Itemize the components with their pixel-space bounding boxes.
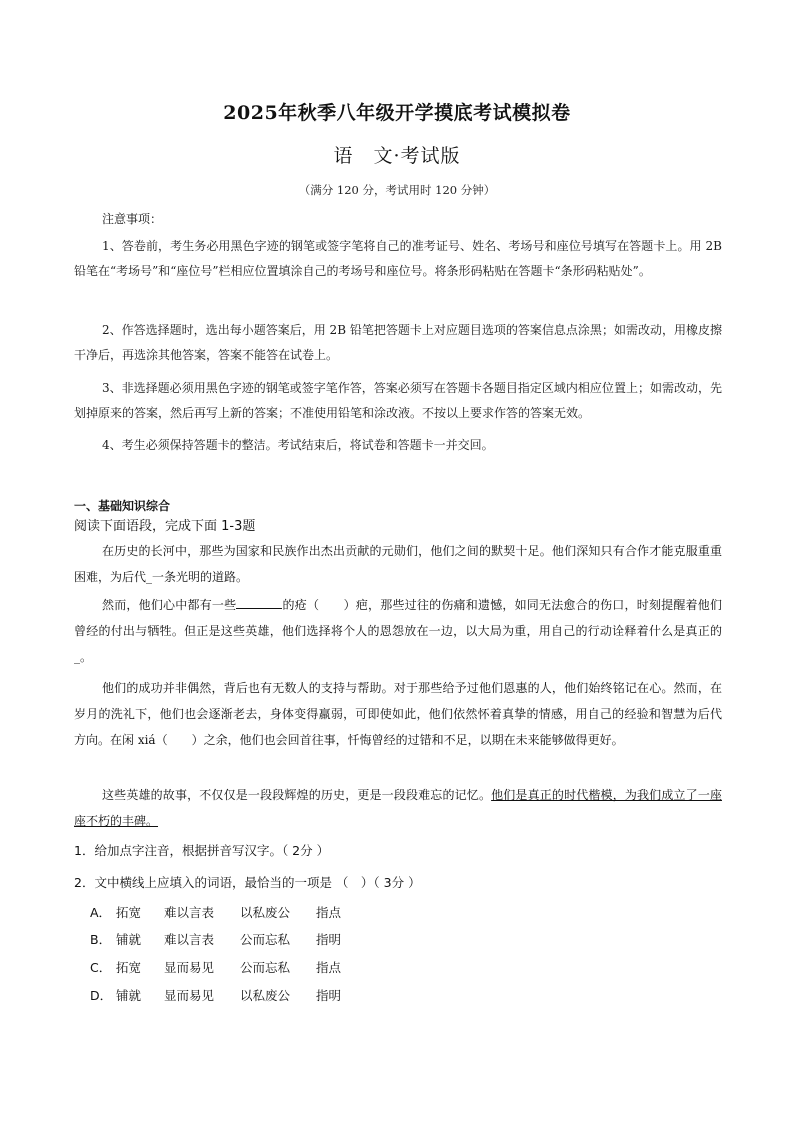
paragraph-2-rest: 的疮（ ）疤，那些过往的伤痛和遗憾，如同无法愈合的伤口，时刻提醒着他们曾经的付出与牺牲。但正是这些英雄，他们选择将个人的恩怨放在一边，以大局为重，用自己的行动诠释着什么是真正的_。 <box>74 598 722 664</box>
option-word-1: 铺就 <box>116 988 142 1003</box>
option-word-3: 公而忘私 <box>240 960 291 975</box>
notice-item-1: 1、答卷前，考生务必用黑色字迹的钢笔或签字笔将自己的准考证号、姓名、考场号和座位号填写在答题卡上。用 2B 铅笔在“考场号”和“座位号”栏相应位置填涂自己的考场号和座位号。将条形码粘贴在答题卡“条形码粘贴处”。 <box>74 239 722 278</box>
notice-heading: 注意事项： <box>102 212 163 226</box>
option-word-4: 指点 <box>316 960 342 975</box>
option-word-3: 以私废公 <box>240 988 291 1003</box>
exam-subtitle: 语 文·考试版 <box>333 145 461 167</box>
option-letter: D． <box>90 988 113 1003</box>
notice-item-4: 4、考生必须保持答题卡的整洁。考试结束后，将试卷和答题卡一并交回。 <box>102 438 494 452</box>
question-1: 1．给加点字注音，根据拼音写汉字。（ 2分 ） <box>74 843 330 858</box>
paragraph-4-start: 这些英雄的故事，不仅仅是一段段辉煌的历史，更是一段段难忘的记忆。 <box>102 788 492 802</box>
option-word-1: 拓宽 <box>116 905 142 920</box>
passage-paragraph-1: 在历史的长河中，那些为国家和民族作出杰出贡献的元勋们，他们之间的默契十足。他们深知只有合作才能克服重重困难，为后代_一条光明的道路。 <box>74 544 722 584</box>
reading-instruction: 阅读下面语段，完成下面 1-3题 <box>74 519 256 534</box>
exam-title: 2025年秋季八年级开学摸底考试模拟卷 <box>223 102 571 124</box>
paragraph-2-start: 然而，他们心中都有一些 <box>102 598 237 612</box>
option-word-4: 指点 <box>316 905 342 920</box>
option-a <box>90 903 341 921</box>
option-word-1: 铺就 <box>116 932 142 947</box>
option-word-2: 显而易见 <box>164 960 215 975</box>
section-heading: 一、基础知识综合 <box>74 499 171 513</box>
option-word-4: 指明 <box>316 932 342 947</box>
passage-paragraph-3: 他们的成功并非偶然，背后也有无数人的支持与帮助。对于那些给予过他们恩惠的人，他们始终铭记在心。然而，在岁月的洗礼下，他们也会逐渐老去，身体变得羸弱，可即使如此，他们依然怀着真挚的情感，用自己的经验和智慧为后代 方向。在闲 xiá（ ）之余，他们也会回首往事，忏悔曾经的过错和不足，以期在未来能够做得更好。 <box>74 681 722 747</box>
option-c <box>90 958 341 976</box>
option-word-2: 难以言表 <box>164 905 215 920</box>
option-word-3: 以私废公 <box>240 905 291 920</box>
notice-item-3: 3、非选择题必须用黑色字迹的钢笔或签字笔作答，答案必须写在答题卡各题目指定区域内相应位置上；如需改动，先划掉原来的答案，然后再写上新的答案；不准使用铅笔和涂改液。不按以上要求作答的答案无效。 <box>74 381 722 420</box>
option-b <box>90 930 341 948</box>
option-word-4: 指明 <box>316 988 342 1003</box>
passage-paragraph-4 <box>74 782 722 834</box>
notice-item-2: 2、作答选择题时，选出每小题答案后，用 2B 铅笔把答题卡上对应题目选项的答案信息点涂黑；如需改动，用橡皮擦干净后，再选涂其他答案，答案不能答在试卷上。 <box>74 323 722 362</box>
underlined-sentence: 他们是真正的时代楷模，为我们成立了一座座不朽的丰碑。 <box>74 788 722 828</box>
question-2: 2．文中横线上应填入的词语，最恰当的一项是 （ ）（ 3分 ） <box>74 875 421 890</box>
option-word-1: 拓宽 <box>116 960 142 975</box>
option-letter: C． <box>90 960 112 975</box>
option-letter: B． <box>90 932 112 947</box>
option-word-2: 难以言表 <box>164 932 215 947</box>
option-word-2: 显而易见 <box>164 988 215 1003</box>
score-time-note: （满分 120 分，考试用时 120 分钟） <box>298 183 496 197</box>
option-word-3: 公而忘私 <box>240 932 291 947</box>
fill-blank-line <box>236 596 282 609</box>
passage-paragraph-2 <box>74 592 722 670</box>
option-d <box>90 986 341 1004</box>
option-letter: A． <box>90 905 112 920</box>
